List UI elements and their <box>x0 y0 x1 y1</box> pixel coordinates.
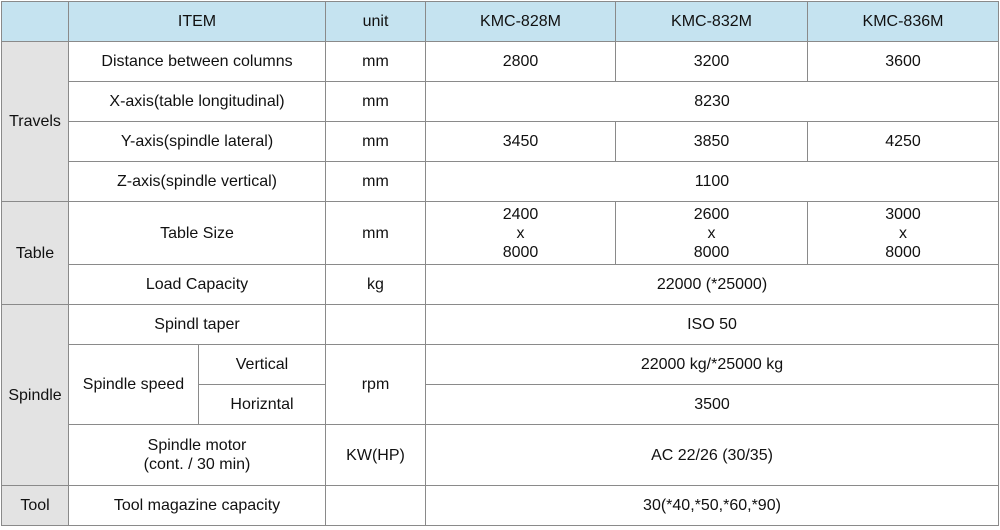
row-z-axis <box>2 162 999 202</box>
value-spindle-taper: ISO 50 <box>426 305 999 345</box>
label-spindle-motor <box>69 425 326 486</box>
label-speed-vertical: Vertical <box>199 345 326 385</box>
table-size-times: x <box>899 224 907 242</box>
value-y-832: 3850 <box>616 122 808 162</box>
row-spindle-speed-vertical <box>2 345 999 385</box>
header-model-836: KMC-836M <box>808 2 999 42</box>
value-distance-828: 2800 <box>426 42 616 82</box>
spindle-motor-subtitle: (cont. / 30 min) <box>143 456 251 473</box>
label-tool-magazine: Tool magazine capacity <box>69 486 326 526</box>
unit-tool-magazine <box>326 486 426 526</box>
label-y-axis: Y-axis(spindle lateral) <box>69 122 326 162</box>
table-size-width: 2400 <box>502 205 539 223</box>
value-tool-magazine: 30(*40,*50,*60,*90) <box>426 486 999 526</box>
label-distance-columns: Distance between columns <box>69 42 326 82</box>
header-model-832: KMC-832M <box>616 2 808 42</box>
table-size-length: 8000 <box>502 243 539 261</box>
unit-spindle-motor: KW(HP) <box>326 425 426 486</box>
group-spindle: Spindle <box>2 305 69 486</box>
row-spindle-taper <box>2 305 999 345</box>
spec-table <box>1 1 999 526</box>
row-load-capacity <box>2 265 999 305</box>
value-table-size-836 <box>808 202 999 265</box>
label-load-capacity: Load Capacity <box>69 265 326 305</box>
header-item: ITEM <box>69 2 326 42</box>
unit-spindle-taper <box>326 305 426 345</box>
unit-distance-columns: mm <box>326 42 426 82</box>
value-z-axis: 1100 <box>426 162 999 202</box>
value-speed-vertical: 22000 kg/*25000 kg <box>426 345 999 385</box>
table-size-length: 8000 <box>693 243 730 261</box>
row-table-size <box>2 202 999 265</box>
value-spindle-motor: AC 22/26 (30/35) <box>426 425 999 486</box>
table-size-length: 8000 <box>885 243 921 261</box>
row-spindle-motor <box>2 425 999 486</box>
group-tool: Tool <box>2 486 69 526</box>
table-size-width: 2600 <box>693 205 730 223</box>
unit-y-axis: mm <box>326 122 426 162</box>
row-tool-magazine <box>2 486 999 526</box>
header-model-828: KMC-828M <box>426 2 616 42</box>
spindle-motor-title: Spindle motor <box>147 437 247 454</box>
row-y-axis <box>2 122 999 162</box>
label-table-size: Table Size <box>69 202 326 265</box>
label-z-axis: Z-axis(spindle vertical) <box>69 162 326 202</box>
unit-load-capacity: kg <box>326 265 426 305</box>
unit-z-axis: mm <box>326 162 426 202</box>
group-travels: Travels <box>2 42 69 202</box>
label-spindle-speed: Spindle speed <box>69 345 199 425</box>
unit-table-size: mm <box>326 202 426 265</box>
table-size-times: x <box>516 224 525 242</box>
value-speed-horizontal: 3500 <box>426 385 999 425</box>
group-table: Table <box>2 202 69 305</box>
label-x-axis: X-axis(table longitudinal) <box>69 82 326 122</box>
table-size-width: 3000 <box>885 205 921 223</box>
value-y-836: 4250 <box>808 122 999 162</box>
value-load-capacity: 22000 (*25000) <box>426 265 999 305</box>
value-table-size-832 <box>616 202 808 265</box>
header-unit: unit <box>326 2 426 42</box>
value-x-axis: 8230 <box>426 82 999 122</box>
value-table-size-828 <box>426 202 616 265</box>
value-distance-836: 3600 <box>808 42 999 82</box>
label-spindle-taper: Spindl taper <box>69 305 326 345</box>
label-speed-horizontal: Horizntal <box>199 385 326 425</box>
header-empty-cell <box>2 2 69 42</box>
table-size-times: x <box>707 224 716 242</box>
unit-x-axis: mm <box>326 82 426 122</box>
header-row <box>2 2 999 42</box>
unit-spindle-speed: rpm <box>326 345 426 425</box>
value-y-828: 3450 <box>426 122 616 162</box>
value-distance-832: 3200 <box>616 42 808 82</box>
row-distance-columns <box>2 42 999 82</box>
row-x-axis <box>2 82 999 122</box>
